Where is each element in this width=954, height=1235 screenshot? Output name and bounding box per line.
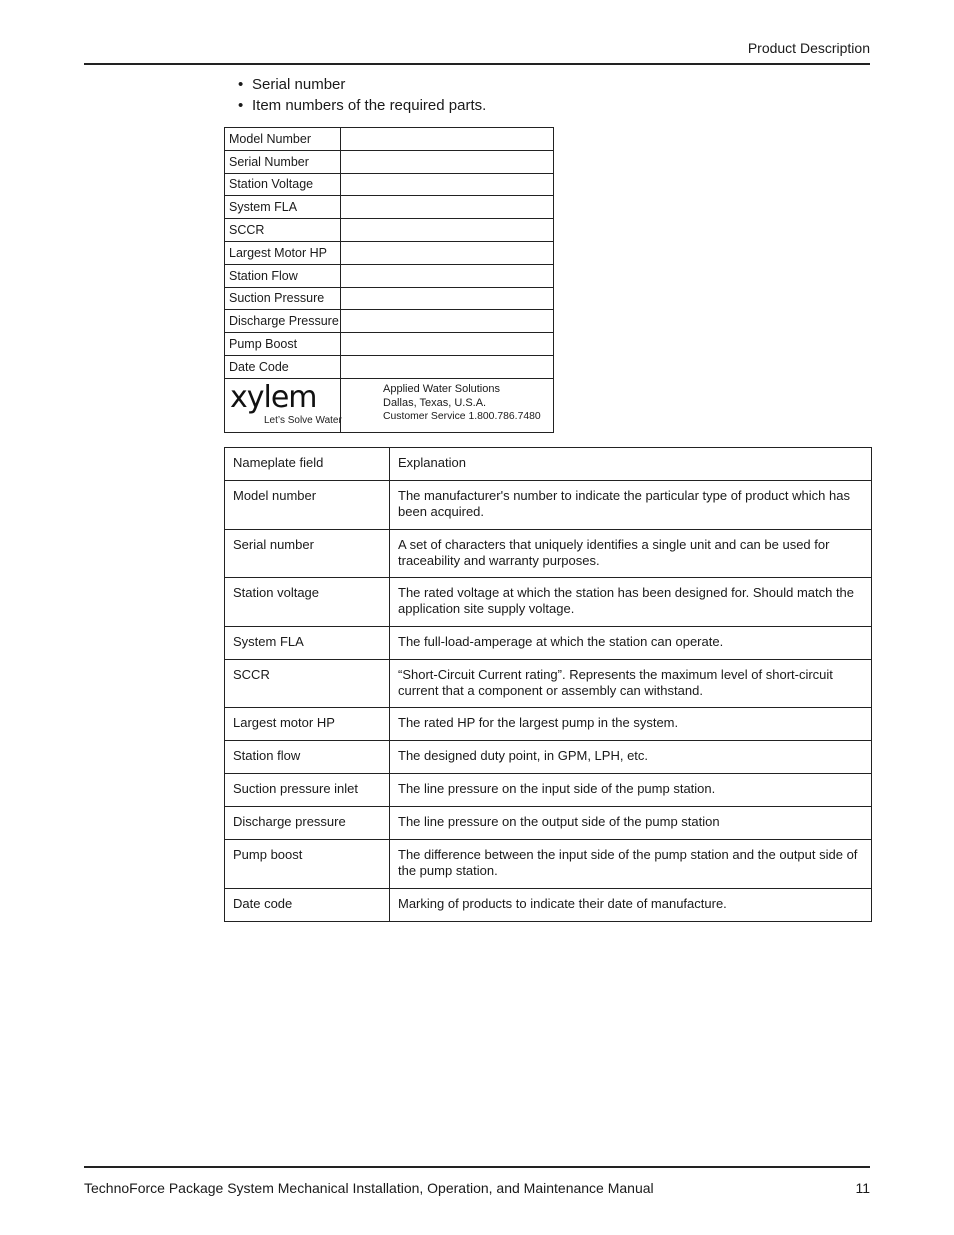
nameplate-row	[225, 196, 553, 219]
nameplate-field-value	[341, 174, 553, 196]
table-row	[225, 578, 872, 627]
table-row	[225, 741, 872, 774]
logo-tagline: Let’s Solve Water	[264, 415, 342, 426]
bullet-list	[238, 74, 486, 116]
nameplate-field-label: Station Voltage	[225, 174, 341, 196]
logo-wordmark: xylem	[230, 380, 317, 415]
field-cell: Model number	[225, 481, 390, 530]
table-row	[225, 626, 872, 659]
field-cell: Station voltage	[225, 578, 390, 627]
nameplate-field-label: Date Code	[225, 356, 341, 378]
nameplate-field-value	[341, 151, 553, 173]
nameplate-row	[225, 151, 553, 174]
company-location: Dallas, Texas, U.S.A.	[383, 396, 487, 409]
page-number: 11	[855, 1180, 870, 1196]
customer-service: Customer Service 1.800.786.7480	[383, 411, 541, 422]
nameplate-footer	[225, 378, 553, 432]
nameplate-field-label: System FLA	[225, 196, 341, 218]
nameplate-row	[225, 128, 553, 151]
footer-document-title: TechnoForce Package System Mechanical Installation, Operation, and Maintenance Manual	[84, 1180, 654, 1196]
column-header-explanation: Explanation	[390, 448, 872, 481]
explanation-cell: “Short-Circuit Current rating”. Represents the maximum level of short-circuit current that a component or assembly can withstand.	[390, 659, 872, 708]
field-cell: Largest motor HP	[225, 708, 390, 741]
explanation-cell: The line pressure on the output side of the pump station	[390, 807, 872, 840]
table-row	[225, 529, 872, 578]
nameplate-field-value	[341, 219, 553, 241]
nameplate-field-label: Discharge Pressure	[225, 310, 341, 332]
table-row	[225, 774, 872, 807]
table-row	[225, 807, 872, 840]
field-cell: Suction pressure inlet	[225, 774, 390, 807]
explanation-cell: The rated HP for the largest pump in the system.	[390, 708, 872, 741]
company-name: Applied Water Solutions	[383, 383, 500, 395]
nameplate-explanation-table	[224, 447, 872, 922]
nameplate-row	[225, 219, 553, 242]
table-row	[225, 840, 872, 889]
nameplate-field-label: Largest Motor HP	[225, 242, 341, 264]
nameplate-row	[225, 333, 553, 356]
explanation-cell: The rated voltage at which the station has been designed for. Should match the application site supply voltage.	[390, 578, 872, 627]
column-header-field: Nameplate field	[225, 448, 390, 481]
nameplate-field-value	[341, 265, 553, 287]
explanation-cell: The full-load-amperage at which the station can operate.	[390, 626, 872, 659]
nameplate-row	[225, 265, 553, 288]
field-cell: Station flow	[225, 741, 390, 774]
explanation-cell: A set of characters that uniquely identifies a single unit and can be used for traceability and warranty purposes.	[390, 529, 872, 578]
explanation-cell: The line pressure on the input side of the pump station.	[390, 774, 872, 807]
bullet-item: • Serial number	[238, 74, 486, 95]
bullet-item: • Item numbers of the required parts.	[238, 95, 486, 116]
nameplate-field-label: Model Number	[225, 128, 341, 150]
nameplate-field-value	[341, 242, 553, 264]
nameplate-field-value	[341, 356, 553, 378]
explanation-cell: Marking of products to indicate their date of manufacture.	[390, 888, 872, 921]
nameplate-row	[225, 174, 553, 197]
table-row	[225, 481, 872, 530]
field-cell: Date code	[225, 888, 390, 921]
nameplate-field-value	[341, 310, 553, 332]
nameplate-field-value	[341, 128, 553, 150]
manufacturer-contact	[341, 378, 553, 432]
field-cell: System FLA	[225, 626, 390, 659]
nameplate-field-label: Pump Boost	[225, 333, 341, 355]
nameplate-field-label: Serial Number	[225, 151, 341, 173]
nameplate-row	[225, 356, 553, 379]
table-header-row	[225, 448, 872, 481]
field-cell: Pump boost	[225, 840, 390, 889]
field-cell: Discharge pressure	[225, 807, 390, 840]
field-cell: SCCR	[225, 659, 390, 708]
explanation-cell: The difference between the input side of the pump station and the output side of the pump station.	[390, 840, 872, 889]
nameplate-row	[225, 288, 553, 311]
table-row	[225, 659, 872, 708]
running-header: Product Description	[747, 40, 870, 56]
nameplate-field-value	[341, 333, 553, 355]
table-row	[225, 708, 872, 741]
nameplate-figure	[224, 127, 554, 433]
table-row	[225, 888, 872, 921]
header-divider	[84, 63, 870, 65]
field-cell: Serial number	[225, 529, 390, 578]
nameplate-field-value	[341, 288, 553, 310]
nameplate-field-value	[341, 196, 553, 218]
footer-divider	[84, 1166, 870, 1168]
explanation-cell: The designed duty point, in GPM, LPH, etc.	[390, 741, 872, 774]
nameplate-field-label: Station Flow	[225, 265, 341, 287]
xylem-logo	[225, 378, 341, 432]
explanation-cell: The manufacturer's number to indicate the particular type of product which has been acquired.	[390, 481, 872, 530]
nameplate-row	[225, 310, 553, 333]
nameplate-row	[225, 242, 553, 265]
nameplate-field-label: SCCR	[225, 219, 341, 241]
nameplate-field-label: Suction Pressure	[225, 288, 341, 310]
